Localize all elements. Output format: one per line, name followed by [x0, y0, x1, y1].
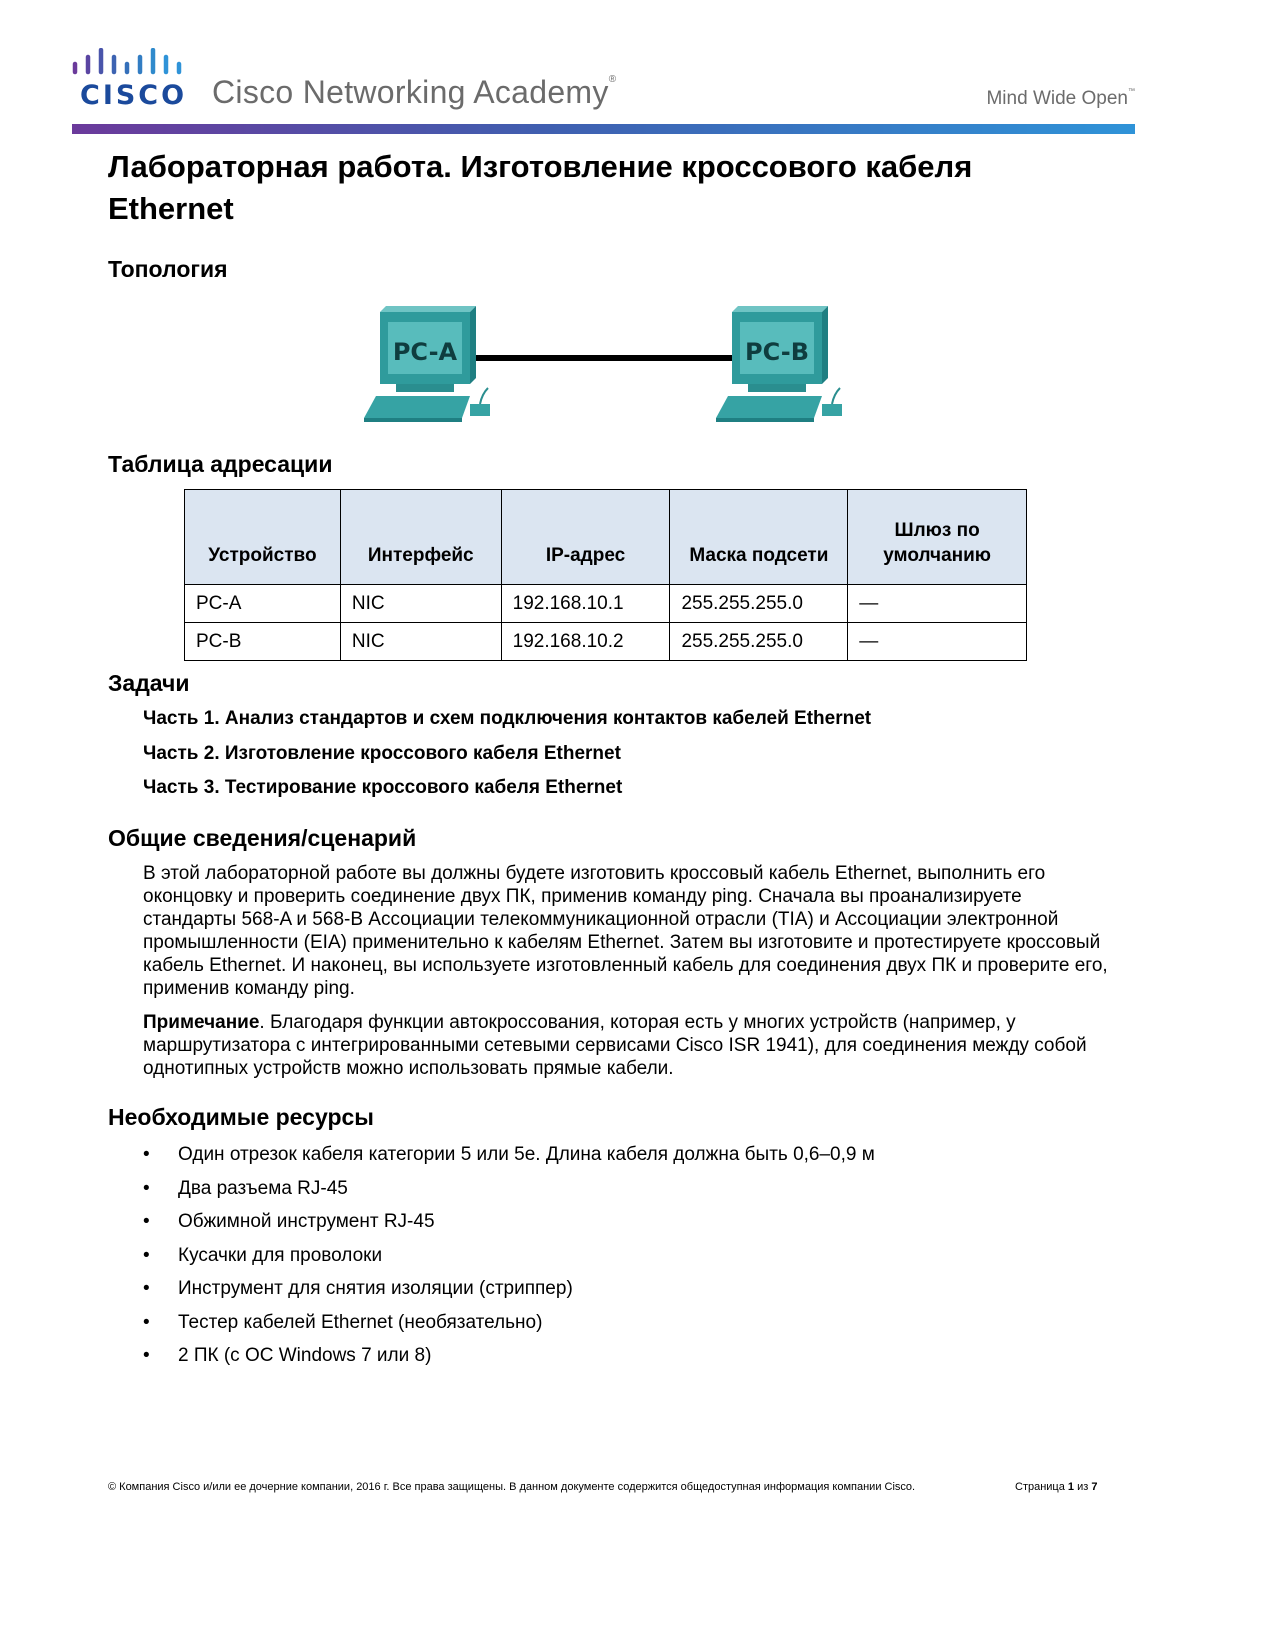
col-header-interface: Интерфейс	[340, 490, 501, 585]
cell-ip: 192.168.10.2	[501, 623, 670, 661]
col-header-gateway: Шлюз по умолчанию	[848, 490, 1027, 585]
bullet-icon: •	[143, 1244, 150, 1266]
table-header-row	[185, 490, 1027, 585]
note-paragraph	[143, 1011, 1108, 1080]
background-paragraph: В этой лабораторной работе вы должны будете изготовить кроссовый кабель Ethernet, выполнить его оконцовку и проверить соединение двух ПК, применив команду ping. Сначала вы проанализируете стандарты 568-A и 568-B Ассоциации телекоммуникационной отрасли (TIA) и Ассоциации электронной промышленности (EIA) применительно к кабелям Ethernet. Затем вы изготовите и протестируете кроссовый кабель Ethernet. И наконец, вы используете изготовленный кабель для соединения двух ПК и проверите его, применив команду ping.	[143, 863, 1108, 999]
copyright-text: © Компания Cisco и/или ее дочерние компании, 2016 г. Все права защищены. В данном документе содержится общедоступная информация компании Cisco.	[108, 1481, 916, 1493]
pc-b-label: PC-B	[744, 338, 810, 366]
col-header-mask: Маска подсети	[670, 490, 848, 585]
task-item: Часть 3. Тестирование кроссового кабеля Ethernet	[143, 777, 623, 798]
note-label: Примечание	[143, 1012, 260, 1033]
cell-device: PC-A	[185, 585, 341, 623]
cisco-wordmark: CISCO	[80, 80, 188, 111]
cell-device: PC-B	[185, 623, 341, 661]
list-item: • Один отрезок кабеля категории 5 или 5e. Длина кабеля должна быть 0,6–0,9 м	[143, 1140, 875, 1174]
cell-mask: 255.255.255.0	[670, 585, 848, 623]
addressing-table	[184, 489, 1027, 661]
resources-list	[143, 1140, 875, 1375]
cell-ip: 192.168.10.1	[501, 585, 670, 623]
section-background: Общие сведения/сценарий	[108, 825, 417, 851]
section-topology: Топология	[108, 256, 228, 282]
cell-gateway: —	[848, 585, 1027, 623]
academy-title: Cisco Networking Academy®	[212, 74, 617, 110]
col-header-device: Устройство	[185, 490, 341, 585]
col-header-ip: IP-адрес	[501, 490, 670, 585]
list-item: • Два разъема RJ-45	[143, 1174, 875, 1208]
section-resources: Необходимые ресурсы	[108, 1104, 374, 1130]
page-number: Страница 1 из 7	[1015, 1481, 1098, 1493]
bullet-icon: •	[143, 1345, 150, 1366]
list-item: • Обжимной инструмент RJ-45	[143, 1207, 875, 1241]
table-row	[185, 623, 1027, 661]
bullet-icon: •	[143, 1177, 150, 1199]
pc-b-icon	[716, 306, 842, 422]
note-text: . Благодаря функции автокроссования, которая есть у многих устройств (например, у маршрутизатора с интегрированными сетевыми сервисами Cisco ISR 1941), для соединения между собой однотипных устройств можно использовать прямые кабели.	[143, 1012, 1087, 1079]
task-item: Часть 1. Анализ стандартов и схем подключения контактов кабелей Ethernet	[143, 708, 872, 729]
topology-diagram	[358, 300, 858, 430]
pc-a-label: PC-A	[392, 338, 458, 366]
bullet-icon: •	[143, 1278, 150, 1299]
slogan: Mind Wide Open™	[986, 88, 1135, 109]
bullet-icon: •	[143, 1311, 150, 1333]
header-gradient-bar	[72, 124, 1135, 134]
bullet-icon: •	[143, 1211, 150, 1232]
section-tasks: Задачи	[108, 670, 190, 696]
list-item: • 2 ПК (с ОС Windows 7 или 8)	[143, 1341, 875, 1375]
cell-interface: NIC	[340, 585, 501, 623]
task-item: Часть 2. Изготовление кроссового кабеля Ethernet	[143, 743, 621, 764]
table-row	[185, 585, 1027, 623]
cisco-logo-bars-icon	[72, 48, 182, 80]
list-item: • Тестер кабелей Ethernet (необязательно)	[143, 1308, 875, 1342]
list-item: • Кусачки для проволоки	[143, 1241, 875, 1275]
cell-interface: NIC	[340, 623, 501, 661]
page-title: Лабораторная работа. Изготовление кроссового кабеля Ethernet	[108, 149, 973, 226]
bullet-icon: •	[143, 1144, 150, 1165]
cell-mask: 255.255.255.0	[670, 623, 848, 661]
list-item: • Инструмент для снятия изоляции (стриппер)	[143, 1274, 875, 1308]
cell-gateway: —	[848, 623, 1027, 661]
pc-a-icon	[364, 306, 490, 422]
section-addressing: Таблица адресации	[108, 451, 333, 477]
